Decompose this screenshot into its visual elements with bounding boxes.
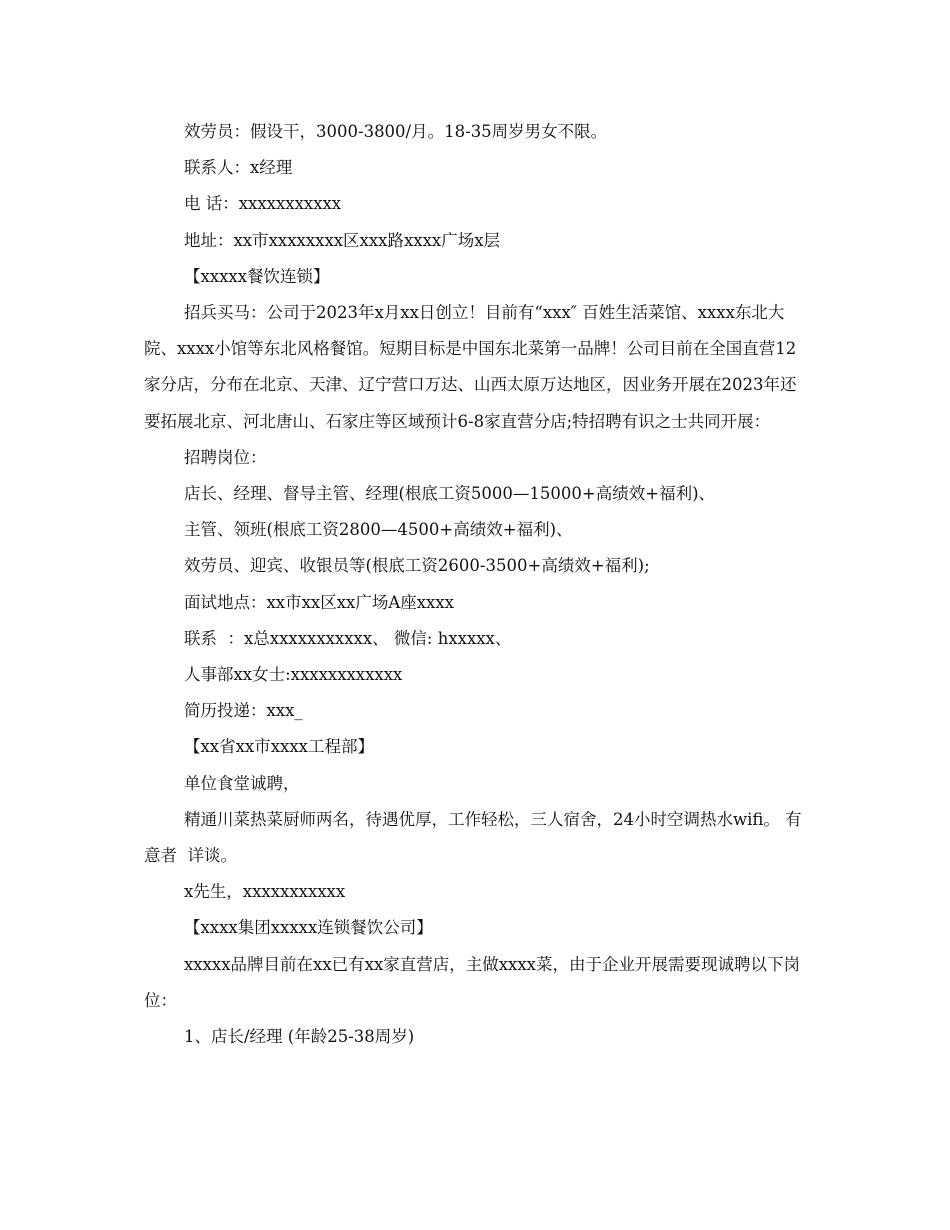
section-heading-engineering-dept: 【xx省xx市xxxx工程部】 <box>184 737 374 757</box>
paragraph-brand-intro: xxxxx品牌目前在xx已有xx家直营店，主做xxxx菜，由于企业开展需要现诚聘以下岗位： <box>144 954 800 1010</box>
paragraph-position-store-manager: 1、店长/经理 (年龄25-38周岁) <box>184 1027 415 1047</box>
paragraph-service-staff: 效劳员：假设干，3000-3800/月。18-35周岁男女不限。 <box>184 122 608 141</box>
paragraph-resume-submission: 简历投递：xxx_ <box>184 701 303 721</box>
document-body <box>144 114 808 1055</box>
paragraph-chef-position: 精通川菜热菜厨师两名，待遇优厚，工作轻松，三人宿舍，24小时空调热水wifi。 有意者 详谈。 <box>144 809 802 866</box>
paragraph-contact-person: 联系人：x经理 <box>184 158 293 178</box>
section-heading-catering-chain: 【xxxxx餐饮连锁】 <box>184 266 330 286</box>
paragraph-contact-mr-x: x先生，xxxxxxxxxxx <box>184 882 346 902</box>
paragraph-position-manager: 店长、经理、督导主管、经理(根底工资5000—15000+高绩效+福利)、 <box>184 484 716 504</box>
paragraph-canteen-hiring: 单位食堂诚聘， <box>184 773 300 793</box>
paragraph-hr-contact: 人事部xx女士:xxxxxxxxxxxx <box>184 665 403 685</box>
paragraph-recruitment-intro: 招兵买马：公司于2023年x月xx日创立！目前有“xxx″ 百姓生活菜馆、xxxx东北大院、xxxx小馆等东北风格餐馆。短期目标是中国东北菜第一品牌！公司目前在全国直营12家分店，分布在北京、天津、辽宁营口万达、山西太原万达地区，因业务开展在2023年还要拓展北京、河北唐山、石家庄等区域预计6-8家直营分店;特招聘有识之士共同开展： <box>144 303 797 431</box>
paragraph-positions-label: 招聘岗位： <box>184 447 267 467</box>
paragraph-position-supervisor: 主管、领班(根底工资2800—4500+高绩效+福利)、 <box>184 520 573 540</box>
paragraph-contact-info: 联系 ：x总xxxxxxxxxxx、 微信: hxxxxx、 <box>184 628 512 648</box>
paragraph-position-service: 效劳员、迎宾、收银员等(根底工资2600-3500+高绩效+福利); <box>184 556 650 576</box>
paragraph-address: 地址：xx市xxxxxxxx区xxx路xxxx广场x层 <box>184 230 500 250</box>
section-heading-group-company: 【xxxx集团xxxxx连锁餐饮公司】 <box>184 918 433 938</box>
paragraph-phone: 电 话：xxxxxxxxxxx <box>184 194 342 214</box>
paragraph-interview-location: 面试地点：xx市xx区xx广场A座xxxx <box>184 592 454 612</box>
